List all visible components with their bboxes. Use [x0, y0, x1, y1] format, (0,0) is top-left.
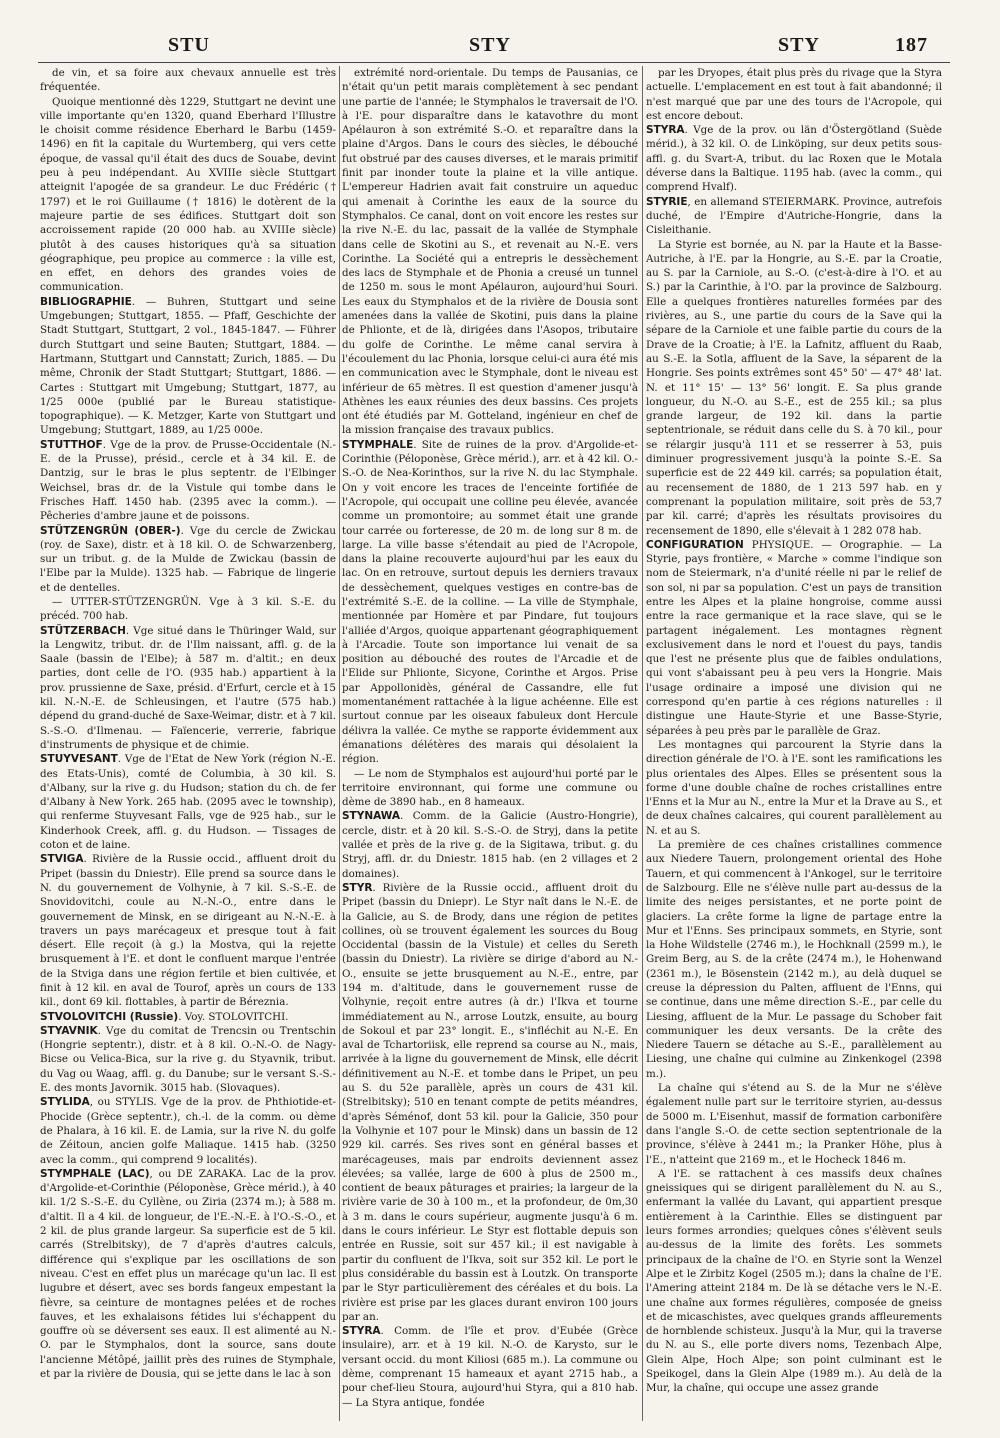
entry-headword: STYLIDA	[40, 1096, 90, 1109]
column-paragraph: Quoique mentionné dès 1229, Stuttgart ne devint une ville importante qu'en 1320, quand Eberhard l'Illustre le choisit comme résidence Eberhard le Barbu (1459-1496) en fit la capitale du Wurtemberg, qui vers cette époque, de vassal qu'il était des ducs de Souabe, devint peu à peu indépendant. Au XVIIIe siècle Stuttgart atteignit l'apogée de sa grandeur. Le duc Frédéric († 1797) et le roi Guillaume († 1816) le dotèrent de la majeure partie de ses édifices. Stuttgart doit son accroissement rapide (20 000 hab. au XVIIIe siècle) plutôt à des causes historiques qu'à sa situation géographique, peu propice au commerce : la ville est, en effet, en dehors des grandes voies de communication.	[40, 95, 336, 294]
column-paragraph: STYRA. Comm. de l'île et prov. d'Eubée (Grèce insulaire), arr. et à 19 kil. N.-O. de Karysto, sur le versant occid. du mont Kiliosi (685 m.). La commune ou dème, comprenant 15 hameaux et ayant 2715 hab., a pour chef-lieu Stoura, aujourd'hui Styra, qui a 810 hab. — La Styra antique, fondée	[342, 1325, 638, 1409]
column-paragraph: — UTTER-STÜTZENGRÜN. Vge à 3 kil. S.-E. du précéd. 700 hab.	[40, 595, 336, 623]
entry-headword: BIBLIOGRAPHIE	[40, 295, 132, 308]
column-paragraph: STYR. Rivière de la Russie occid., affluent droit du Pripet (bassin du Dniepr). Le Styr naît dans le N.-E. de la Galicie, au S. de Brody, dans une région de petites collines, où se trouvent également les sources du Boug Occidental (bassin de la Vistule) et celles du Sereth (bassin du Dniestr). La rivière se dirige d'abord au N.-O., ensuite se jette brusquement au N.-E., entre, par 194 m. d'altitude, dans le gouvernement russe de Volhynie, reçoit entre autres (à dr.) l'Ikva et tourne immédiatement au N., arrose Loutzk, ensuite, au bourg de Sokoul et par 23° longit. E., s'infléchit au N.-E. En aval de Tchartoriisk, elle reprend sa course au N., mais, arrivée à la ligne du gouvernement de Minsk, elle décrit définitivement au N.-E. et tombe dans le Pripet, un peu au S. du 52e parallèle, après un cours de 431 kil. (Strelbitsky); 510 en tenant compte de petits méandres, d'après Séménof, dont 53 kil. pour la Galicie, 350 pour la Volhynie et 107 pour le Minsk) dans un bassin de 12 929 kil. carrés. Ses rives sont en général basses et marécageuses, mais par endroits deviennent assez élevées; sa vallée, large de 600 à plus de 2500 m., contient de beaux pâturages et prairies; la largeur de la rivière varie de 30 à 100 m., et la profondeur, de 0m,30 à 3 m. dans le cours supérieur, augmente jusqu'à 6 m. dans le cours inférieur. Le Styr est flottable depuis son entrée en Russie, soit sur 457 kil.; il est navigable à partir du confluent de l'Ikva, soit sur 352 kil. Le port le plus considérable du bassin est à Loutzk. On transporte par le Styr particulièrement des céréales et du bois. La rivière est prise par les glaces durant environ 100 jours par an.	[342, 881, 638, 1323]
entry-headword: STYRA	[646, 124, 685, 137]
column-paragraph: STYMPHALE (LAC), ou DE ZARAKA. Lac de la prov. d'Argolide-et-Corinthie (Péloponèse, Grèce mérid.), à 40 kil. 1/2 S.-S.-E. du Cyllène, ou Ziria (2374 m.); à 588 m. d'altit. Il a 4 kil. de longueur, de l'E.-N.-E. à l'O.-S.-O., et 2 kil. de plus grande largeur. Sa superficie est de 5 kil. carrés (Strelbitsky), de 7 d'après d'autres calculs, différence qui s'explique par les oscillations de son niveau. C'est en effet plus un marécage qu'un lac. Il est lugubre et désert, avec ses bords fangeux empestant la fièvre, sa ceinture de montagnes pelées et de roches fauves, et les exhalaisons fétides lui s'échappent du gouffre où se déversent ses eaux. Il est alimenté au N.-O. par le Stymphalos, dont la source, sans doute l'ancienne Métôpé, jaillit près des ruines de Stymphale, et par la rivière de Dousia, qui se jette dans le lac à son	[40, 1167, 336, 1381]
column-paragraph: La chaîne qui s'étend au S. de la Mur ne s'élève également nulle part sur le territoire styrien, au-dessus de 5000 m. L'Eisenhut, massif de formation carbonifère dans l'angle S.-O. de cette section septentrionale de la province, s'élève à 2441 m.; la Pranker Höhe, plus à l'E., n'atteint que 2169 m., et le Hocheck 1846 m.	[646, 1082, 942, 1166]
column-paragraph: STYNAWA. Comm. de la Galicie (Austro-Hongrie), cercle, distr. et à 20 kil. S.-S.-O. de Stryj, dans la petite vallée et près de la rive g. de la Sigitawa, tribut. g. du Stryj, affl. dr. du Dniestr. 1815 hab. (en 2 villages et 2 domaines).	[342, 810, 638, 880]
entry-headword: STUYVESANT	[40, 753, 118, 766]
column-paragraph: par les Dryopes, était plus près du rivage que la Styra actuelle. L'emplacement en est tout à fait abandonné; il n'est marqué que par une des tours de l'Acropole, qui est encore debout.	[646, 67, 942, 122]
column-paragraph: La première de ces chaînes cristallines commence aux Niedere Tauern, prolongement oriental des Hohe Tauern, et qui commencent à l'Ankogel, sur le territoire de Salzbourg. Elle ne s'élève nulle part au-dessus de la limite des neiges persistantes, et ne porte point de glaciers. La crête forme la ligne de partage entre la Mur et l'Enns. Ses principaux sommets, en Styrie, sont la Hohe Wildstelle (2746 m.), le Hochknall (2599 m.), le Greim Berg, au S. de la crête (2474 m.), le Hohenwand (2361 m.), le Bösenstein (2142 m.), au delà duquel se creuse la dépression du Palten, affluent de l'Enns, qui se continue, dans une même direction S.-E., par celle du Liesing, affluent de la Mur. Le passage du Schober fait communiquer les deux versants. De la crête des Niedere Tauern se détache au S.-E., parallèlement au Liesing, une chaîne qui culmine au Zinkenkogel (2398 m.).	[646, 839, 942, 1080]
column-paragraph: STVIGA. Rivière de la Russie occid., affluent droit du Pripet (bassin du Dniestr). Elle prend sa source dans le N. du gouvernement de Volhynie, à 7 kil. S.-S.-E. de Snovidovitchi, coule au N.-N.-O., entre dans le gouvernement de Minsk, en se dirigeant au N.-N.-E. à travers un pays marécageux et presque tout à fait désert. Elle reçoit (à g.) la Mostva, qui la rejette brusquement à l'E. et dont le confluent marque l'entrée de la Stviga dans une région fertile et bien cultivée, et finit à 12 kil. en aval de Tourof, après un cours de 133 kil., dont 69 kil. flottables, à partir de Béreznia.	[40, 853, 336, 1009]
entry-headword: STUTTHOF	[40, 438, 103, 451]
running-header	[0, 34, 1000, 64]
column-paragraph: STYRA. Vge de la prov. ou län d'Östergötland (Suède mérid.), à 32 kil. O. de Linköping, sur deux petits sous-affl. g. du Svart-A, tribut. du lac Roxen que le Motala déverse dans la Baltique. 1195 hab. (avec la comm., qui comprend Hvalf).	[646, 124, 942, 194]
column-paragraph: STÜTZENGRÜN (OBER-). Vge du cercle de Zwickau (roy. de Saxe), distr. et à 18 kil. O. de Schwarzenberg, sur un tribut. g. de la Mulde de Zwickau (bassin de l'Elbe par la Mulde). 1325 hab. — Fabrique de lingerie et de dentelles.	[40, 524, 336, 594]
column-paragraph: STUYVESANT. Vge de l'Etat de New York (région N.-E. des Etats-Unis), comté de Columbia, à 30 kil. S. d'Albany, sur la rive g. du Hudson; station du ch. de fer d'Albany à New York. 265 hab. (2095 avec le township), qui renferme Stuyvesant Falls, vge de 925 hab., sur le Kinderhook Creek, affl. g. du Hudson. — Tissages de coton et de laine.	[40, 753, 336, 852]
column-paragraph: STYRIE, en allemand STEIERMARK. Province, autrefois duché, de l'Empire d'Autriche-Hongrie, dans la Cisleithanie.	[646, 195, 942, 237]
column-paragraph: de vin, et sa foire aux chevaux annuelle est très fréquentée.	[40, 67, 336, 94]
entry-headword: STVIGA	[40, 853, 84, 866]
entry-headword: CONFIGURATION	[646, 538, 744, 551]
entry-headword: STÜTZENGRÜN (OBER-)	[40, 524, 181, 537]
entry-headword: STYMPHALE (LAC)	[40, 1167, 150, 1180]
column-paragraph: STYMPHALE. Site de ruines de la prov. d'Argolide-et-Corinthie (Péloponèse, Grèce mérid.), arr. et à 42 kil. O.-S.-O. de Nea-Korinthos, sur la rive N. du lac Stymphale. On y voit encore les traces de l'enceinte fortifiée de l'Acropole, qui occupait une colline peu élevée, avancée comme un promontoire; au sommet était une grande tour carrée ou forteresse, de 20 m. de long sur 8 m. de large. La ville basse s'étendait au pied de l'Acropole, dans la plaine recouverte aujourd'hui par les eaux du lac. On en retrouve, surtout depuis les derniers travaux de dessèchement, quelques vestiges en contre-bas de l'extrémité S.-E. de la colline. — La ville de Stymphale, mentionnée par Homère et par Pindare, fut toujours l'alliée d'Argos, quoique appartenant géographiquement à l'Arcadie. Toute son importance lui venait de sa position au débouché des routes de l'Arcadie et de l'Elide sur Phlionte, Sicyone, Corinthe et Argos. Prise par Appollonidès, général de Cassandre, elle fut momentanément rattachée à la ligue achéenne. Elle est surtout connue par les oiseaux fabuleux dont Hercule délivra la vallée. Ce mythe se rapporte évidemment aux émanations délétères des marais qui désolaient la région.	[342, 438, 638, 766]
column-paragraph: A l'E. se rattachent à ces massifs deux chaînes gneissiques qui se dirigent parallèlement du N. au S., enfermant la vallée du Lavant, qui appartient presque entièrement à la Carinthie. Elles se distinguent par leurs formes arrondies; quelques cônes s'élèvent seuls au-dessus de la limite des forêts. Les sommets principaux de la chaîne de l'O. en Styrie sont la Wenzel Alpe et le Zirbitz Kogel (2505 m.); dans la chaîne de l'E. l'Amering atteint 2184 m. De là se détache vers le N.-E. une chaîne aux formes régulières, composée de gneiss et de micaschistes, avec quelques grands affleurements de hornblende schisteux. Jusqu'à la Mur, qui la traverse du N. au S., elle porte divers noms, Tezenbach Alpe, Glein Alpe, Hoch Alpe; son point culminant est le Speikogel, dans la Glein Alpe (1989 m.). Au delà de la Mur, la chaîne, qui occupe une assez grande	[646, 1167, 942, 1395]
column-1	[40, 66, 336, 1421]
column-paragraph: La Styrie est bornée, au N. par la Haute et la Basse-Autriche, à l'E. par la Hongrie, au S.-E. par la Croatie, au S. par la Carniole, au S.-O. (c'est-à-dire à l'O. et au S.) par la Carinthie, à l'O. par la province de Salzbourg. Elle a quelques frontières naturelles formées par des rivières, au S., une partie du cours de la Save qui la sépare de la Carniole et une faible partie du cours de la Drave de la Croatie; à l'E. la Lafnitz, affluent du Raab, au S.-E. la Sotla, affluent de la Save, la séparent de la Hongrie. Ses points extrêmes sont 45° 50' — 47° 48' lat. N. et 11° 15' — 13° 56' longit. E. Sa plus grande longueur, du N.-O. au S.-E., est de 255 kil.; sa plus grande largeur, de 192 kil. dans la partie septentrionale, se réduit dans celle du S. à 70 kil., pour se rélargir jusqu'à 111 et se resserrer à 53, puis diminuer progressivement jusqu'à la pointe S.-E. Sa superficie est de 22 449 kil. carrés; sa population était, au recensement de 1880, de 1 213 597 hab. en y comprenant la population militaire, soit près de 53,7 par kil. carré; d'après les résultats provisoires du recensement de 1890, elle s'élevait à 1 282 078 hab.	[646, 238, 942, 537]
entry-headword: STYNAWA	[342, 810, 401, 823]
column-paragraph: STÜTZERBACH. Vge situé dans le Thüringer Wald, sur la Lengwitz, tribut. dr. de l'Ilm naissant, affl. g. de la Saale (bassin de l'Elbe); à 587 m. d'altit.; en deux parties, dont celle de l'O. (935 hab.) appartient à la prov. prussienne de Saxe, présid. d'Erfurt, cercle et à 15 kil. N.-N.-E. de Schleusingen, et l'autre (575 hab.) dépend du grand-duché de Saxe-Weimar, distr. et à 7 kil. S.-S.-O. d'Ilmenau. — Faïencerie, verrerie, fabrique d'instruments de physique et de chimie.	[40, 624, 336, 751]
column-divider	[642, 66, 643, 1421]
column-paragraph: STVOLOVITCHI (Russie). Voy. STOLOVITCHI.	[40, 1010, 289, 1023]
column-paragraph: CONFIGURATION PHYSIQUE. — Orographie. — La Styrie, pays frontière, « Marche » comme l'indique son nom de Steiermark, n'a d'unité réelle ni par le relief de son sol, ni par sa population. C'est un pays de transition entre les Alpes et la plaine hongroise, comme aussi entre la race germanique et la race slave, qui se le partagent inégalement. Les montagnes règnent exclusivement dans le nord et l'ouest du pays, tandis que l'est ne présente plus que de faibles ondulations, qui vont s'abaissant peu à peu vers la Hongrie. Mais l'usage ordinaire a imposé une division qui ne correspond qu'en partie à ces régions naturelles : il distingue une Haute-Styrie et une Basse-Styrie, séparées à peu près par le parallèle de Graz.	[646, 538, 942, 737]
column-paragraph: BIBLIOGRAPHIE. — Buhren, Stuttgart und seine Umgebungen; Stuttgart, 1855. — Pfaff, Geschichte der Stadt Stuttgart, Stuttgart, 2 vol., 1845-1847. — Führer durch Stuttgart und seine Bauten; Stuttgart, 1884. — Hartmann, Stuttgart und Cannstatt; Zurich, 1885. — Du même, Chronik der Stadt Stuttgart; Stuttgart, 1886. — Cartes : Stuttgart mit Umgebung; Stuttgart, 1877, au 1/25 000e (publié par le Bureau statistique-topographique). — K. Metzger, Karte von Stuttgart und Umgebung; Stuttgart, 1889, au 1/25 000e.	[40, 295, 336, 437]
entry-headword: STYR	[342, 881, 373, 894]
entry-headword: STVOLOVITCHI (Russie)	[40, 1010, 179, 1023]
column-paragraph: STYAVNIK. Vge du comitat de Trencsin ou Trentschin (Hongrie septentr.), distr. et à 8 kil. O.-N.-O. de Nagy-Bicse ou Velica-Bica, sur la rive g. du Styavnik, tribut. du Vag ou Waag, affl. g. du Danube; sur le versant S.-S.-E. des monts Javornik. 3015 hab. (Slovaques).	[40, 1024, 336, 1095]
entry-headword: STÜTZERBACH	[40, 624, 126, 637]
page-number: 187	[895, 34, 928, 56]
column-3	[646, 66, 942, 1421]
column-paragraph: — Le nom de Stymphalos est aujourd'hui porté par le territoire environnant, qui forme une commune ou dème de 3890 hab., en 8 hameaux.	[342, 767, 638, 809]
column-divider	[339, 66, 340, 1421]
column-paragraph: extrémité nord-orientale. Du temps de Pausanias, ce n'était qu'un petit marais complètement à sec pendant une partie de l'année; le Stymphalos le traversait de l'O. à l'E. pour disparaître dans le katavothre du mont Apélauron à son extrémité S.-O. et reparaître dans la plaine d'Argos. Dans le cours des siècles, le débouché fut obstrué par des causes diverses, et le marais primitif finit par inonder toute la plaine et la ville antique. L'empereur Hadrien avait fait construire un aqueduc qui amenait à Corinthe les eaux de la source du Stymphalos. Ce canal, dont on voit encore les restes sur la rive N.-E. du lac, passait de la vallée de Stymphale dans celle de Skotini au S., et revenait au N.-E. vers Corinthe. La Société qui a entrepris le dessèchement des lacs de Stymphale et de Phonia a creusé un tunnel de 1250 m. sous le mont Apélauron, aujourd'hui Souri. Les eaux du Stymphalos et de la rivière de Dousia sont amenées dans la vallée de Skotini, puis dans la plaine de Phlionte, et de là, dirigées dans l'Asopos, tributaire du golfe de Corinthe. Le même canal servira à l'écoulement du lac Phonia, lorsque celui-ci aura été mis en communication avec le Stymphale, dont le niveau est inférieur de 65 mètres. Il est question d'amener jusqu'à Athènes les eaux réunies des deux bassins. Ces projets ont été étudiés par M. Gotteland, ingénieur en chef de la mission française des travaux publics.	[342, 67, 638, 437]
entry-headword: STYAVNIK	[40, 1024, 98, 1037]
entry-headword: STYRA	[342, 1325, 381, 1338]
column-paragraph: STUTTHOF. Vge de la prov. de Prusse-Occidentale (N.-E. de la Prusse), présid., cercle et à 34 kil. E. de Dantzig, sur le bras le plus septentr. de l'Elbinger Weichsel, bras dr. de la Vistule qui tombe dans le Frisches Haff. 1450 hab. (2395 avec la comm.). — Pêcheries d'ambre jaune et de poissons.	[40, 438, 336, 523]
header-left-word: STU	[168, 34, 210, 56]
column-2	[342, 66, 638, 1421]
header-right-word: STY	[778, 34, 820, 56]
column-paragraph: Les montagnes qui parcourent la Styrie dans la direction générale de l'O. à l'E. sont les ramifications les plus orientales des Alpes. Elles se présentent sous la forme d'une double chaîne de roches cristallines entre l'Enns et la Mur au N., entre la Mur et la Drave au S., et de deux chaînes calcaires, qui courent parallèlement au N. et au S.	[646, 738, 942, 837]
entry-headword: STYMPHALE	[342, 438, 414, 451]
header-rule	[38, 62, 950, 63]
header-center-word: STY	[469, 34, 511, 56]
entry-headword: STYRIE	[646, 195, 688, 208]
column-paragraph: STYLIDA, ou STYLIS. Vge de la prov. de Phthiotide-et-Phocide (Grèce septentr.), ch.-l. de la comm. ou dème de Phalara, à 16 kil. E. de Lamia, sur la rive N. du golfe de Zéitoun, ancien golfe Maliaque. 1415 hab. (3250 avec la comm., qui comprend 9 localités).	[40, 1096, 336, 1166]
